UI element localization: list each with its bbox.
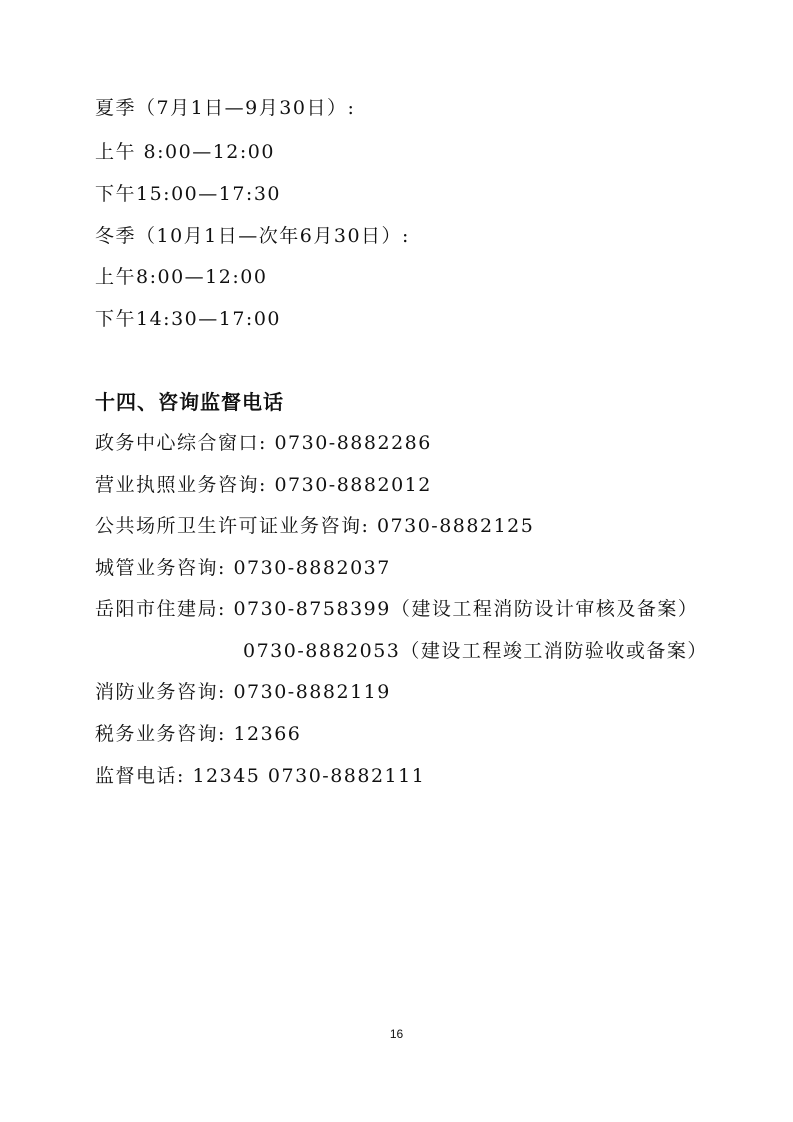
contact-supervision: 监督电话: 12345 0730-8882111 <box>95 765 426 787</box>
contact-business-license: 营业执照业务咨询: 0730-8882012 <box>95 474 432 496</box>
contact-government-center: 政务中心综合窗口: 0730-8882286 <box>95 432 432 454</box>
contact-housing-bureau-second: 0730-8882053（建设工程竣工消防验收或备案） <box>243 640 708 662</box>
summer-afternoon-hours: 下午15:00—17:30 <box>95 183 282 205</box>
winter-morning-hours: 上午8:00—12:00 <box>95 266 268 288</box>
contact-tax-services: 税务业务咨询: 12366 <box>95 723 302 745</box>
section-heading: 十四、咨询监督电话 <box>95 390 284 414</box>
contact-public-health-permit: 公共场所卫生许可证业务咨询: 0730-8882125 <box>95 515 535 537</box>
winter-season-label: 冬季（10月1日—次年6月30日）: <box>95 225 410 247</box>
contact-fire-services: 消防业务咨询: 0730-8882119 <box>95 681 391 703</box>
winter-afternoon-hours: 下午14:30—17:00 <box>95 308 282 330</box>
contact-housing-bureau: 岳阳市住建局: 0730-8758399（建设工程消防设计审核及备案） <box>95 598 699 620</box>
summer-morning-hours: 上午 8:00—12:00 <box>95 141 275 163</box>
contact-urban-management: 城管业务咨询: 0730-8882037 <box>95 557 391 579</box>
summer-season-label: 夏季（7月1日—9月30日）: <box>95 97 356 119</box>
page-number: 16 <box>389 1027 404 1041</box>
